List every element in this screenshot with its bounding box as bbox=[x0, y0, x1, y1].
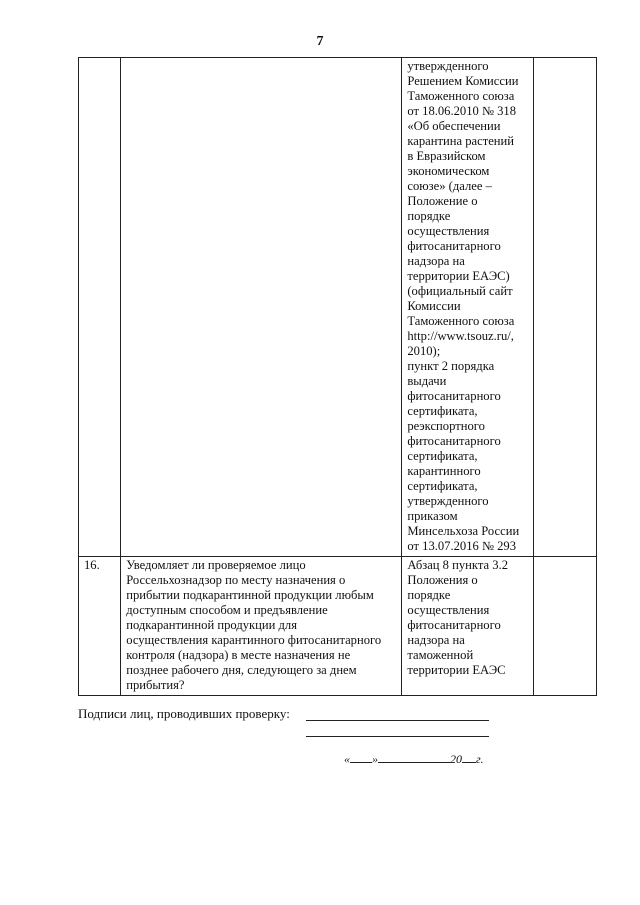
reference-line: Таможенного союза bbox=[407, 89, 515, 103]
reference-line: выдачи bbox=[407, 374, 447, 388]
reference-line: таможенной bbox=[407, 648, 474, 662]
checklist-table bbox=[78, 57, 597, 696]
day-blank bbox=[350, 752, 372, 763]
reference-line: реэкспортного bbox=[407, 419, 485, 433]
year-prefix: 20 bbox=[450, 752, 462, 766]
row-number-cell: 16. bbox=[79, 557, 121, 696]
row-number-cell bbox=[79, 58, 121, 557]
reference-line: фитосанитарного bbox=[407, 434, 501, 448]
reference-line: сертификата, bbox=[407, 404, 478, 418]
year-suffix: г. bbox=[476, 752, 484, 766]
question-line: Уведомляет ли проверяемое лицо bbox=[126, 558, 306, 572]
question-cell bbox=[121, 557, 402, 696]
reference-line: 2010); bbox=[407, 344, 441, 358]
legal-reference-cell bbox=[402, 58, 534, 557]
question-line: прибытия? bbox=[126, 678, 185, 692]
reference-line: Решением Комиссии bbox=[407, 74, 519, 88]
reference-line: территории ЕАЭС bbox=[407, 663, 506, 677]
answer-cell bbox=[534, 557, 597, 696]
reference-line: фитосанитарного bbox=[407, 389, 501, 403]
page-number: 7 bbox=[316, 34, 324, 49]
reference-line: Таможенного союза bbox=[407, 314, 515, 328]
signature-line-2 bbox=[306, 736, 489, 737]
reference-line: сертификата, bbox=[407, 449, 478, 463]
reference-line: порядке bbox=[407, 588, 451, 602]
reference-line: фитосанитарного bbox=[407, 239, 501, 253]
reference-line: пункт 2 порядка bbox=[407, 359, 495, 373]
reference-line: надзора на bbox=[407, 633, 465, 647]
signature-date bbox=[344, 752, 484, 767]
reference-line: Положения о bbox=[407, 573, 478, 587]
question-line: подкарантинной продукции для bbox=[126, 618, 297, 632]
reference-line: утвержденного bbox=[407, 59, 489, 73]
reference-line: надзора на bbox=[407, 254, 465, 268]
question-line: Россельхознадзор по месту назначения о bbox=[126, 573, 346, 587]
reference-line: http://www.tsouz.ru/, bbox=[407, 329, 514, 343]
date-close-quote: » bbox=[372, 752, 378, 766]
table-row bbox=[79, 557, 597, 696]
question-cell bbox=[121, 58, 402, 557]
reference-line: Абзац 8 пункта 3.2 bbox=[407, 558, 508, 572]
reference-line: Комиссии bbox=[407, 299, 461, 313]
question-line: прибытии подкарантинной продукции любым bbox=[126, 588, 374, 602]
reference-line: союзе» (далее – bbox=[407, 179, 492, 193]
reference-line: территории ЕАЭС) bbox=[407, 269, 510, 283]
reference-line: сертификата, bbox=[407, 479, 478, 493]
question-line: доступным способом и предъявление bbox=[126, 603, 328, 617]
reference-line: приказом bbox=[407, 509, 458, 523]
question-line: контроля (надзора) в месте назначения не bbox=[126, 648, 351, 662]
reference-line: утвержденного bbox=[407, 494, 489, 508]
checklist-table-body bbox=[79, 58, 597, 696]
year-blank bbox=[462, 752, 476, 763]
reference-line: (официальный сайт bbox=[407, 284, 513, 298]
answer-cell bbox=[534, 58, 597, 557]
reference-line: осуществления bbox=[407, 224, 490, 238]
reference-line: в Евразийском bbox=[407, 149, 486, 163]
signature-line-1 bbox=[306, 720, 489, 721]
reference-line: Положение о bbox=[407, 194, 478, 208]
legal-reference-cell bbox=[402, 557, 534, 696]
reference-line: осуществления bbox=[407, 603, 490, 617]
reference-line: «Об обеспечении bbox=[407, 119, 501, 133]
reference-line: карантина растений bbox=[407, 134, 515, 148]
reference-line: фитосанитарного bbox=[407, 618, 501, 632]
date-open-quote: « bbox=[344, 752, 350, 766]
table-row bbox=[79, 58, 597, 557]
reference-line: экономическом bbox=[407, 164, 490, 178]
question-line: позднее рабочего дня, следующего за днем bbox=[126, 663, 357, 677]
month-blank bbox=[378, 752, 450, 763]
signatures-label: Подписи лиц, проводивших проверку: bbox=[78, 706, 290, 721]
question-line: осуществления карантинного фитосанитарного bbox=[126, 633, 382, 647]
reference-line: порядке bbox=[407, 209, 451, 223]
reference-line: карантинного bbox=[407, 464, 481, 478]
reference-line: Минсельхоза России bbox=[407, 524, 520, 538]
reference-line: от 13.07.2016 № 293 bbox=[407, 539, 517, 553]
reference-line: от 18.06.2010 № 318 bbox=[407, 104, 517, 118]
